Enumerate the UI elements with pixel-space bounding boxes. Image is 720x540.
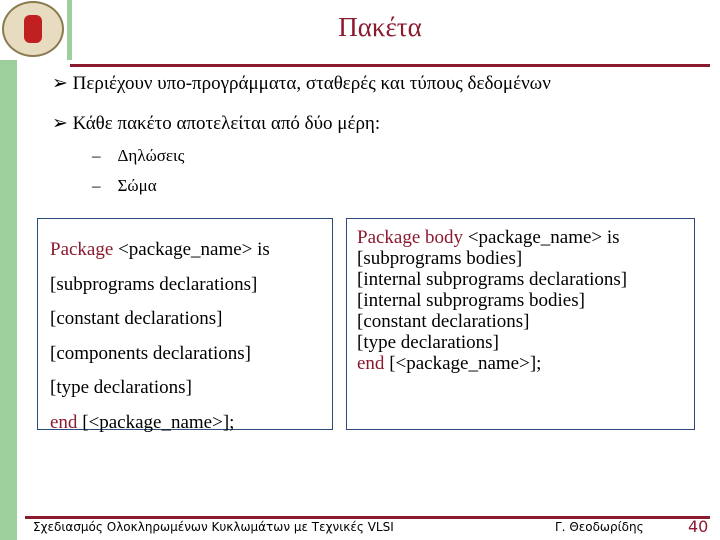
code-line: [subprograms declarations]	[50, 273, 258, 295]
code-text: [<package_name>];	[77, 411, 235, 433]
subbullet-2: – Σώμα	[92, 176, 157, 195]
code-line: [components declarations]	[50, 342, 252, 364]
code-line	[357, 227, 694, 248]
code-line: [type declarations]	[357, 332, 499, 353]
footer-author: Γ. Θεοδωρίδης	[555, 520, 644, 534]
subbullet-text: Δηλώσεις	[117, 146, 185, 165]
keyword: end	[50, 411, 78, 433]
decor-sidebar	[0, 60, 17, 540]
code-text: <package_name> is	[463, 227, 620, 248]
code-line	[50, 406, 332, 441]
package-body-box	[346, 218, 695, 430]
code-text: <package_name> is	[113, 239, 270, 260]
bullet-1: ➢ Περιέχουν υπο-προγράμματα, σταθερές και τύπους δεδομένων	[52, 73, 551, 94]
bullet-text: Περιέχουν υπο-προγράμματα, σταθερές και τύπους δεδομένων	[72, 73, 551, 94]
keyword: end	[357, 353, 385, 374]
code-line: [subprograms bodies]	[357, 248, 523, 269]
code-line	[50, 233, 332, 268]
keyword: Package	[50, 239, 114, 260]
subbullet-1: – Δηλώσεις	[92, 146, 185, 165]
slide-title: Πακέτα	[338, 12, 422, 42]
page-number: 40	[688, 517, 709, 536]
bullet-2: ➢ Κάθε πακέτο αποτελείται από δύο μέρη:	[52, 113, 381, 134]
code-line	[357, 353, 694, 374]
package-declaration-box	[37, 218, 333, 433]
code-line: [internal subprograms bodies]	[357, 290, 585, 311]
bullet-text: Κάθε πακέτο αποτελείται από δύο μέρη:	[72, 113, 381, 134]
code-line: [constant declarations]	[357, 311, 530, 332]
footer-course: Σχεδιασμός Ολοκληρωμένων Κυκλωμάτων με Τεχνικές VLSI	[33, 520, 394, 534]
keyword: Package body	[357, 227, 464, 248]
title-divider	[70, 64, 710, 67]
subbullet-text: Σώμα	[117, 176, 157, 195]
code-line: [internal subprograms declarations]	[357, 269, 628, 290]
footer-divider	[25, 516, 710, 519]
code-text: [<package_name>];	[384, 353, 542, 374]
code-line: [constant declarations]	[50, 308, 223, 329]
code-line: [type declarations]	[50, 377, 192, 398]
